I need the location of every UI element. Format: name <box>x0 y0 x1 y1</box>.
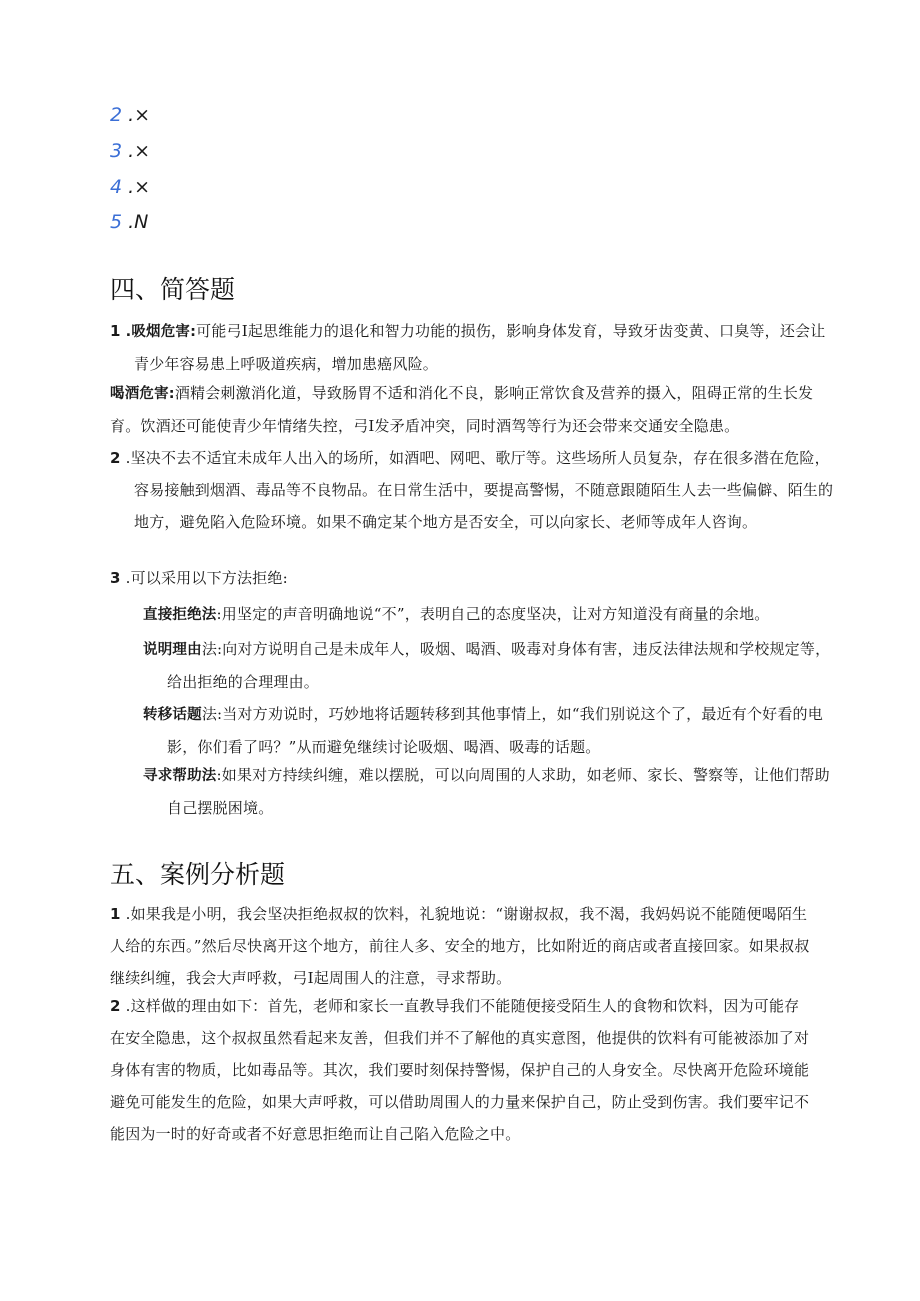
answer-number: 4 <box>110 176 123 198</box>
answer-number: 2 <box>110 104 123 126</box>
question-text: .这样做的理由如下：首先，老师和家长一直教导我们不能随便接受陌生人的食物和饮料，因为可能存在安全隐患，这个叔叔虽然看起来友善，但我们并不了解他的真实意图，他提供的饮料有可能被添加了对身体有害的物质，比如毒品等。其次，我们要时刻保持警惕，保护自己的人身安全。尽快离开危险环境能避免可能发生的危险，如果大声呼救，可以借助周围人的力量来保护自己，防止受到伤害。我们要牢记不能因为一时的好奇或者不好意思拒绝而让自己陷入危险之中。 <box>110 997 810 1143</box>
section-title: 五、案例分析题 <box>110 860 286 889</box>
question-number: 2 <box>110 449 121 467</box>
question-number: 1 <box>110 905 121 923</box>
method-label-suffix: : <box>216 605 222 623</box>
answer-item <box>110 140 150 162</box>
question-text: .如果我是小明，我会坚决拒绝叔叔的饮料，礼貌地说：“谢谢叔叔，我不渴，我妈妈说不能随便喝陌生人给的东西。”然后尽快离开这个地方，前往人多、安全的地方，比如附近的商店或者直接回家。如果叔叔继续纠缠，我会大声呼救，弓I起周围人的注意，寻求帮助。 <box>110 905 810 987</box>
answer-mark: .× <box>128 140 151 162</box>
s4-question-2 <box>110 442 834 538</box>
s4-question-1-drinking <box>110 377 814 442</box>
smoking-text: 可能弓I起思维能力的退化和智力功能的损伤，影响身体发育，导致牙齿变黄、口臭等，还会让青少年容易患上呼吸道疾病，增加患癌风险。 <box>134 322 826 373</box>
method-text: 向对方说明自己是未成年人，吸烟、喝酒、吸毒对身体有害，违反法律法规和学校规定等，给出拒绝的合理理由。 <box>167 640 831 691</box>
s5-question-2 <box>110 990 814 1150</box>
answer-mark: .N <box>128 211 149 233</box>
method-item <box>143 633 842 698</box>
question-text: .坚决不去不适宜未成年人出入的场所，如酒吧、网吧、歌厅等。这些场所人员复杂，存在很多潜在危险，容易接触到烟酒、毒品等不良物品。在日常生活中，要提高警惕，不随意跟随陌生人去一些偏僻、陌生的地方，避免陷入危险环境。如果不确定某个地方是否安全，可以向家长、老师等成年人咨询。 <box>125 449 834 531</box>
question-number: 3 <box>110 569 121 587</box>
method-text: 当对方劝说时，巧妙地将话题转移到其他事情上，如“我们别说这个了，最近有个好看的电影，你们看了吗？”从而避免继续讨论吸烟、喝酒、吸毒的话题。 <box>167 705 823 756</box>
s4-question-1-smoking <box>110 315 834 380</box>
method-item <box>143 598 842 631</box>
method-label-suffix: 法: <box>201 705 223 723</box>
question-text: .可以采用以下方法拒绝: <box>125 569 288 587</box>
section-title: 四、简答题 <box>110 275 236 304</box>
method-label: 说明理由 <box>143 642 202 658</box>
drinking-label: 喝酒危害: <box>110 386 175 402</box>
method-text: 如果对方持续纠缠，难以摆脱，可以向周围的人求助，如老师、家长、警察等，让他们帮助自己摆脱困境。 <box>167 766 830 817</box>
answer-mark: .× <box>128 104 151 126</box>
answer-mark: .× <box>128 176 151 198</box>
answer-number: 5 <box>110 211 123 233</box>
method-item <box>143 698 842 763</box>
method-label: 转移话题 <box>143 707 202 723</box>
method-text: 用坚定的声音明确地说“不”，表明自己的态度坚决，让对方知道没有商量的余地。 <box>221 605 770 623</box>
method-label: 直接拒绝法 <box>143 607 217 623</box>
answer-item <box>110 176 150 198</box>
smoking-label: .吸烟危害: <box>125 324 197 340</box>
drinking-text: 酒精会刺激消化道，导致肠胃不适和消化不良，影响正常饮食及营养的摄入，阻碍正常的生长发育。饮酒还可能使青少年情绪失控，弓I发矛盾冲突，同时酒驾等行为还会带来交通安全隐患。 <box>110 384 814 435</box>
question-number: 1 <box>110 322 121 340</box>
question-number: 2 <box>110 997 121 1015</box>
s5-question-1 <box>110 898 814 994</box>
method-item <box>143 759 842 824</box>
answer-item <box>110 104 150 126</box>
method-label: 寻求帮助法 <box>143 768 217 784</box>
answer-number: 3 <box>110 140 123 162</box>
s4-question-3 <box>110 562 810 594</box>
method-label-suffix: : <box>216 766 222 784</box>
answer-item <box>110 211 148 233</box>
method-label-suffix: 法: <box>201 640 223 658</box>
